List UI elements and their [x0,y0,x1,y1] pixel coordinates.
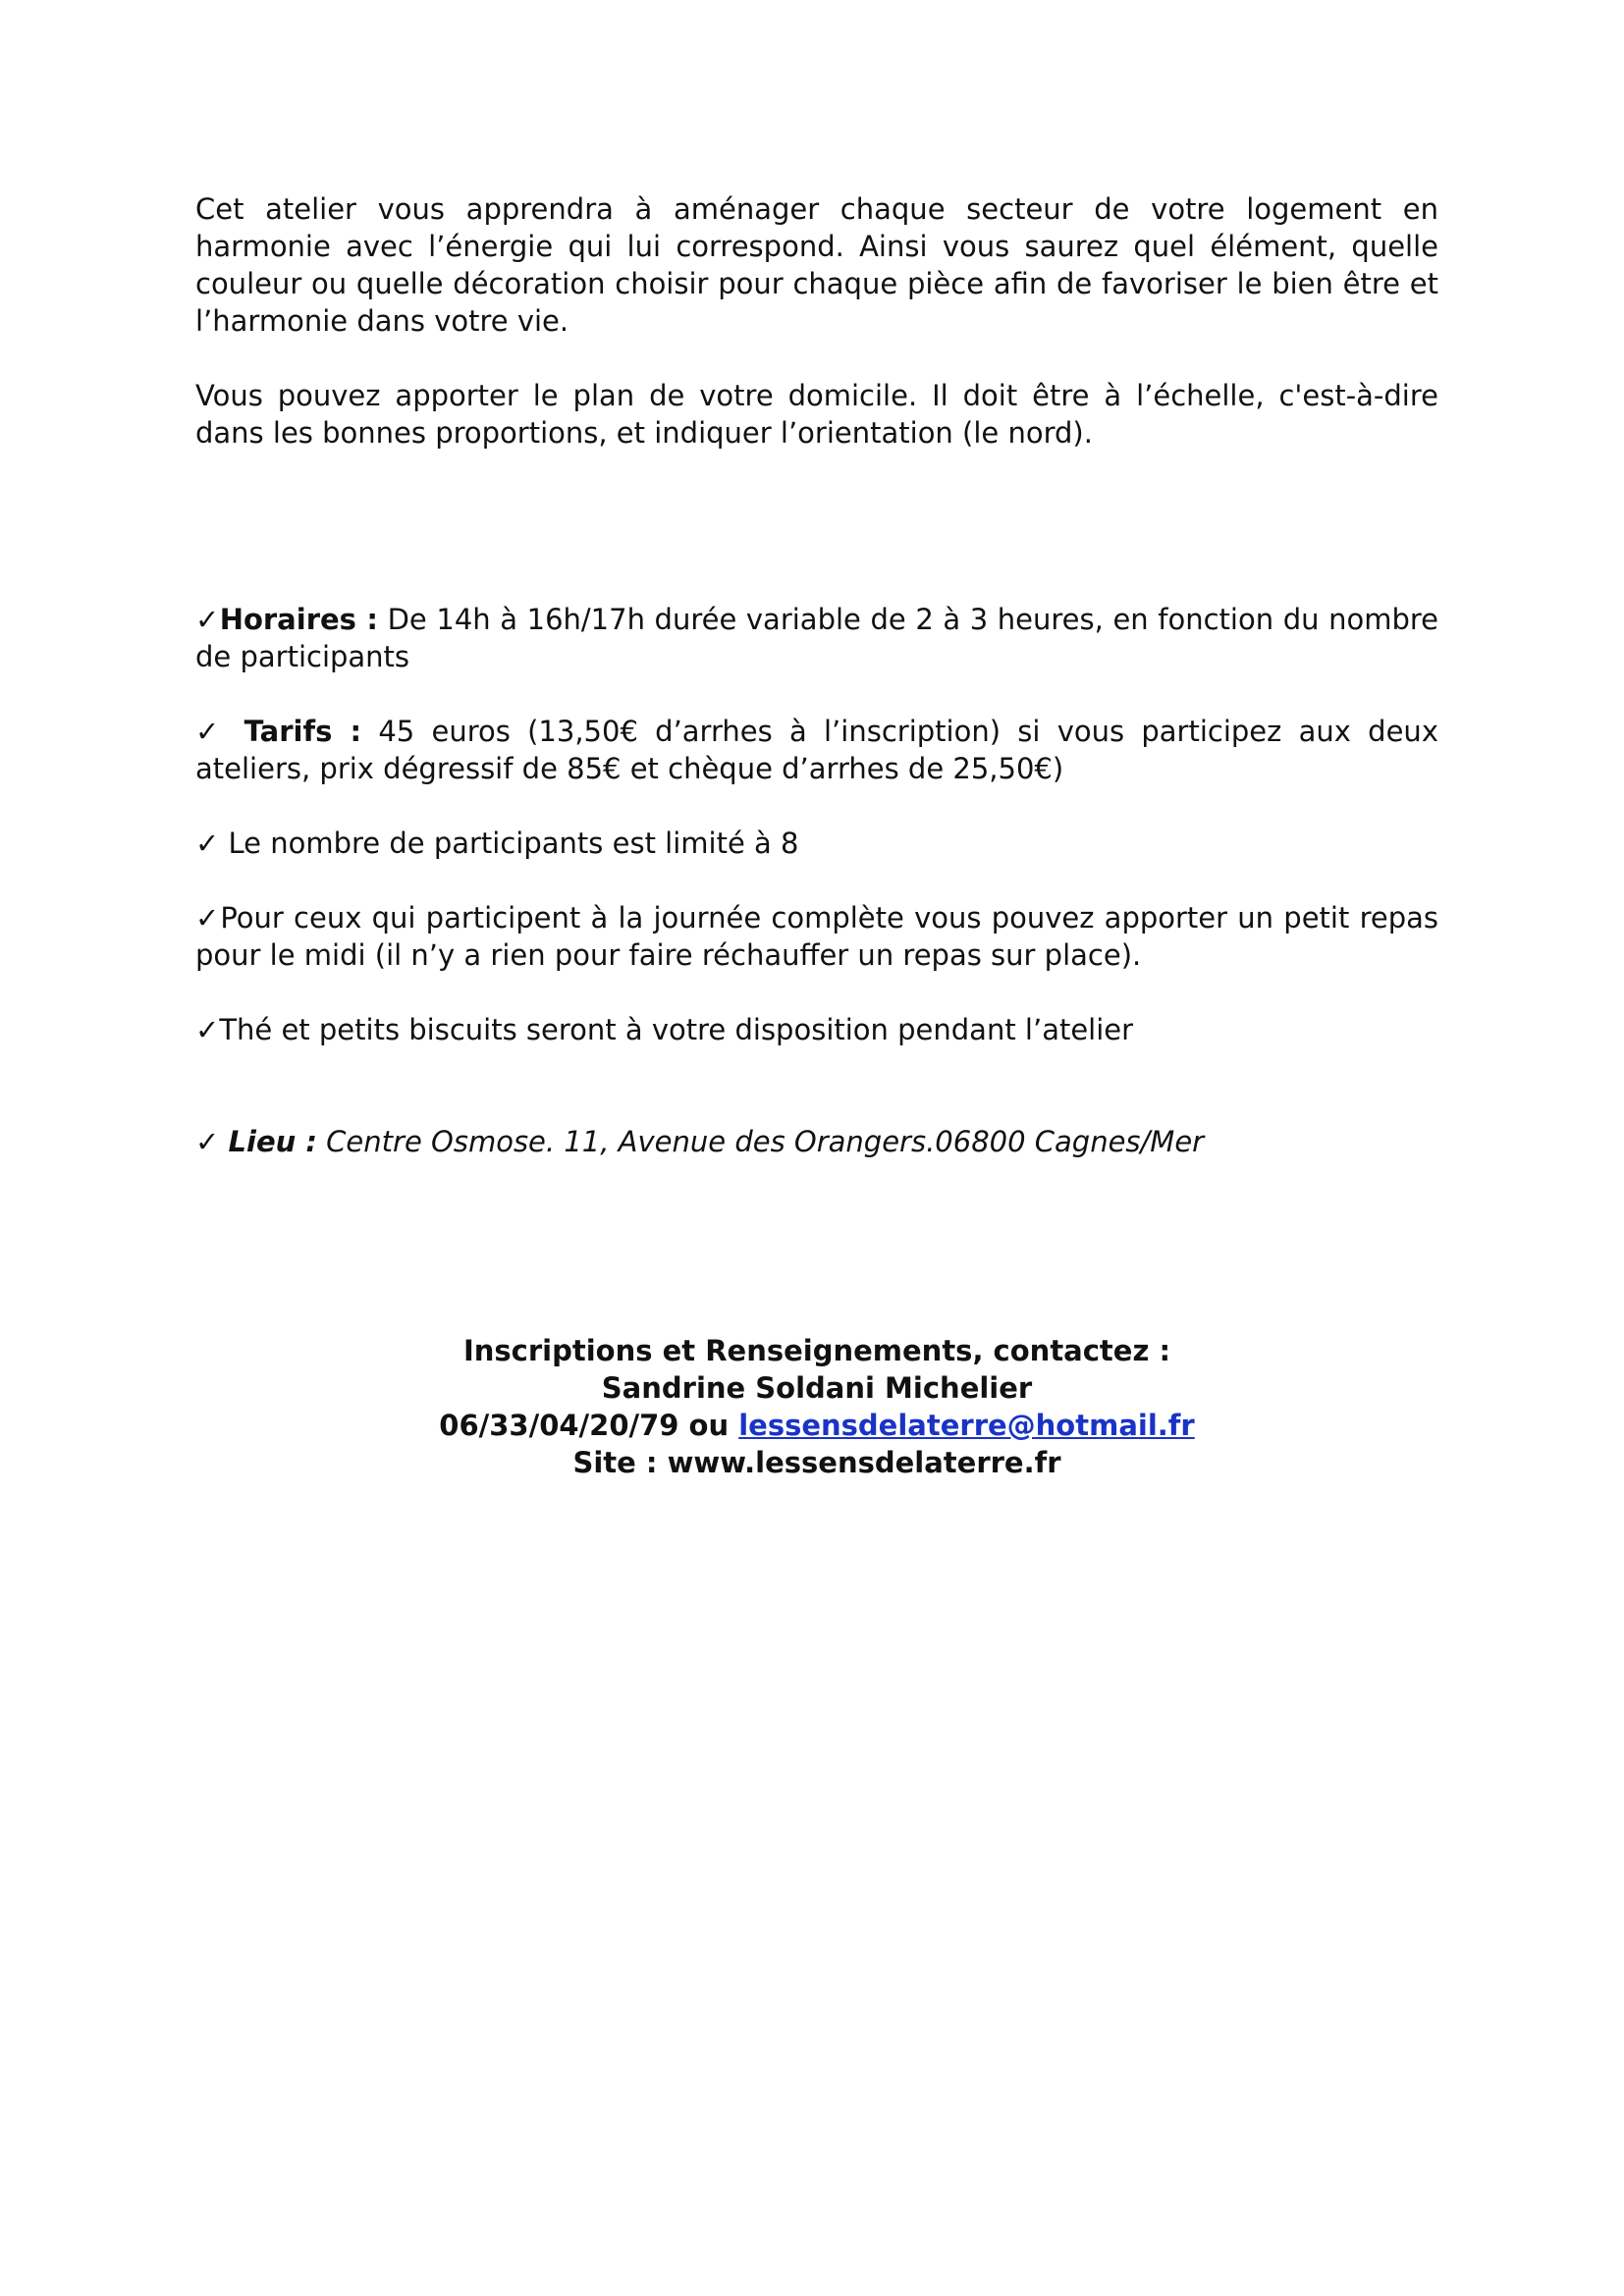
tarifs-text: 45 euros (13,50€ d’arrhes à l’inscription) si vous participez aux deux ateliers, prix dégressif de 85€ et chèque d’arrhes de 25,50€) [195,715,1438,785]
check-mark-icon: ✓ [195,1013,220,1046]
repas-text: Pour ceux qui participent à la journée complète vous pouvez apporter un petit repas pour le midi (il n’y a rien pour faire réchauffer un repas sur place). [195,901,1438,972]
tarifs-item [195,713,1438,787]
contact-site-label: Site : [572,1446,668,1479]
contact-email-link[interactable]: lessensdelaterre@hotmail.fr [738,1409,1195,1442]
the-item [195,1011,1438,1048]
check-mark-icon: ✓ [195,827,220,860]
check-mark-icon: ✓ [195,1125,220,1158]
lieu-text: Centre Osmose. 11, Avenue des Orangers.06800 Cagnes/Mer [316,1125,1205,1158]
check-mark-icon: ✓ [195,901,221,934]
contact-site-url: www.lessensdelaterre.fr [667,1446,1061,1479]
intro-paragraph-1: Cet atelier vous apprendra à aménager chaque secteur de votre logement en harmonie avec l’énergie qui lui correspond. Ainsi vous saurez quel élément, quelle couleur ou quelle décoration choisir pour chaque pièce afin de favoriser le bien être et l’harmonie dans votre vie. [195,192,1438,338]
contact-site [195,1444,1438,1481]
lieu-label: Lieu : [228,1125,317,1158]
contact-name: Sandrine Soldani Michelier [601,1371,1033,1405]
contact-or: ou [678,1409,739,1442]
contact-block [195,1332,1438,1481]
participants-text: Le nombre de participants est limité à 8 [219,827,799,860]
participants-item [195,825,1438,862]
lieu-item [195,1123,1438,1160]
contact-heading: Inscriptions et Renseignements, contactez : [462,1334,1171,1367]
intro-paragraph-2: Vous pouvez apporter le plan de votre domicile. Il doit être à l’échelle, c'est-à-dire dans les bonnes proportions, et indiquer l’orientation (le nord). [195,379,1438,450]
contact-phone: 06/33/04/20/79 [439,1409,679,1442]
horaires-text: De 14h à 16h/17h durée variable de 2 à 3 heures, en fonction du nombre de participants [195,603,1438,673]
check-mark-icon: ✓ [195,603,220,636]
check-mark-icon: ✓ [195,715,228,748]
document-body [195,190,1438,1160]
horaires-label: Horaires : [219,603,378,636]
horaires-item [195,601,1438,675]
contact-line [195,1407,1438,1444]
tarifs-label: Tarifs : [244,715,362,748]
the-text: Thé et petits biscuits seront à votre disposition pendant l’atelier [219,1013,1134,1046]
repas-item [195,899,1438,974]
